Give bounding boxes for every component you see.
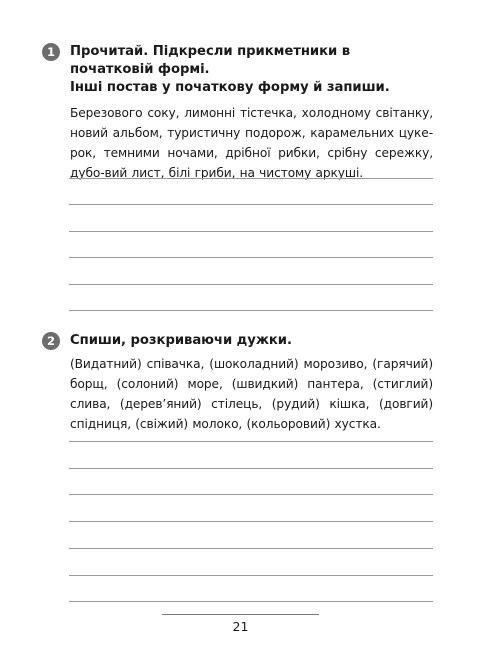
writing-line	[69, 284, 433, 285]
writing-line	[69, 310, 433, 311]
exercise-1-instruction-line-2: Інші постав у початкову форму й запиши.	[70, 80, 390, 95]
exercise-1-instruction-line-1: Прочитай. Підкресли прикметники в початковій формі.	[70, 44, 351, 77]
writing-line	[69, 521, 433, 522]
writing-line	[69, 548, 433, 549]
exercise-2	[42, 332, 433, 434]
writing-line	[69, 494, 433, 495]
exercise-2-number-badge: 2	[42, 332, 60, 350]
exercise-1-text: Березового соку, лимонні тістечка, холодному світанку, новий альбом, туристичну подорож, карамельних цуке-рок, темними ночами, дрібної рибки, срібну сережку, дубо-вий лист, білі гриби, на чистому аркуші.	[70, 106, 433, 180]
page-number: 21	[232, 619, 249, 634]
writing-line	[69, 601, 433, 602]
exercise-2-text: (Видатний) співачка, (шоколадний) морозиво, (гарячий) борщ, (солоний) море, (швидкий) пантера, (стиглий) слива, (дерев’яний) стілець, (рудий) кішка, (довгий) спідниця, (свіжий) молоко, (кольоровий) хустка.	[70, 357, 433, 431]
writing-line	[69, 441, 433, 442]
exercise-1-number-badge: 1	[42, 43, 60, 61]
exercise-2-instruction-line-1: Спиши, розкриваючи дужки.	[70, 333, 292, 348]
writing-line	[69, 204, 433, 205]
exercise-2-instruction	[42, 332, 433, 350]
exercise-1-instruction	[42, 43, 433, 97]
writing-line	[69, 178, 433, 179]
writing-line	[69, 257, 433, 258]
writing-line	[69, 575, 433, 576]
writing-line	[69, 231, 433, 232]
exercise-1	[42, 43, 433, 183]
footer-rule	[162, 614, 319, 615]
writing-line	[69, 468, 433, 469]
